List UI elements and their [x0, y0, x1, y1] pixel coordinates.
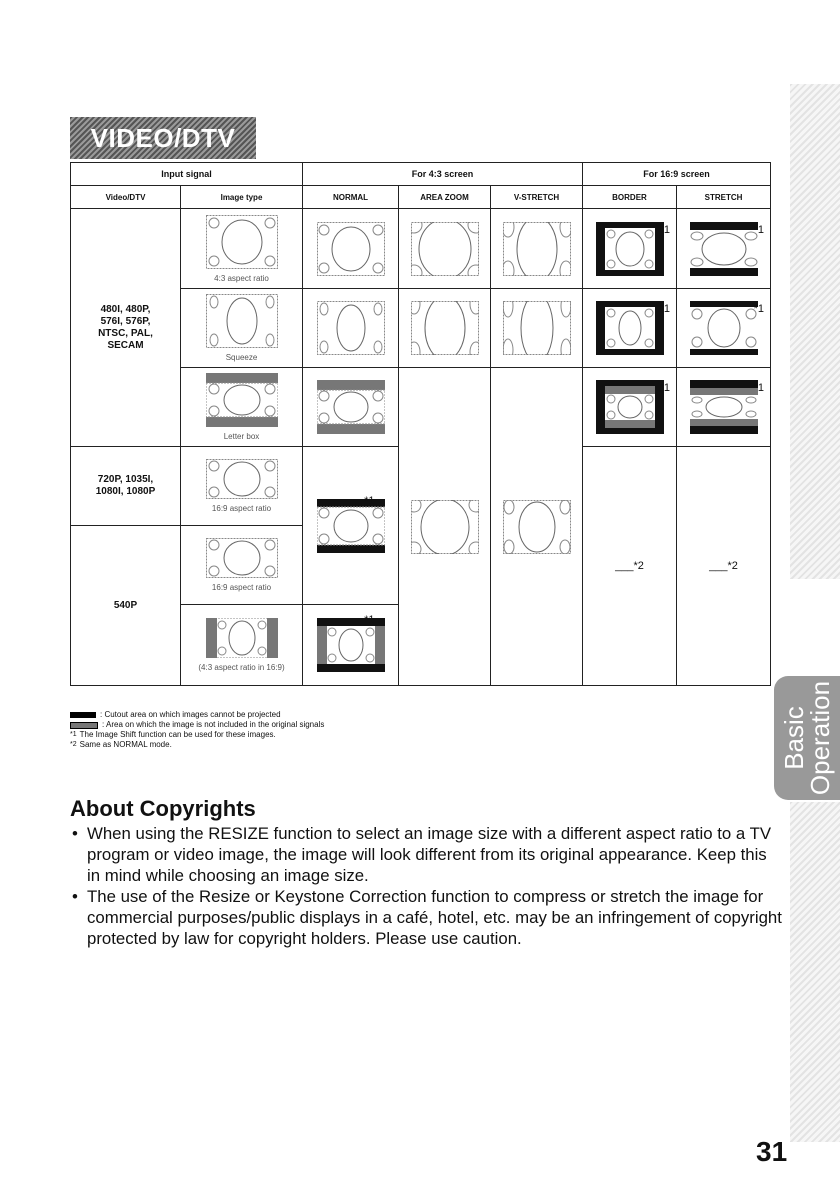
- imagetype-squeeze-cell: [181, 289, 303, 368]
- note2-star: *2: [633, 560, 644, 572]
- border-squeeze-icon: [596, 301, 664, 355]
- col-stretch: STRETCH: [677, 186, 771, 209]
- note1-star: *1: [659, 382, 670, 394]
- border-43-icon: [596, 222, 664, 276]
- legend-area: : Area on which the image is not included in the original signals: [102, 720, 325, 729]
- area-swatch: [70, 722, 98, 729]
- stretch-letterbox-icon: [690, 380, 758, 434]
- signal-label: 480I, 480P,: [100, 303, 151, 315]
- col-imagetype: Image type: [181, 186, 303, 209]
- header-for-169: For 16:9 screen: [583, 163, 771, 186]
- tab-line-1: Basic: [779, 706, 809, 770]
- copyrights-list: [70, 823, 782, 949]
- areazoom-squeeze-icon: [411, 301, 479, 355]
- border-squeeze-cell: [583, 289, 677, 368]
- legend-cutout: : Cutout area on which images cannot be projected: [100, 710, 281, 719]
- cutout-swatch: [70, 712, 96, 718]
- note1-star: *1: [753, 382, 765, 394]
- border-letterbox-cell: [583, 368, 677, 447]
- caption-169: 16:9 aspect ratio: [211, 504, 272, 513]
- normal-43-icon: [317, 222, 385, 276]
- vstretch-squeeze-cell: [491, 289, 583, 368]
- normal-squeeze-icon: [317, 301, 385, 355]
- image-squeeze-icon: [206, 294, 278, 350]
- border-letterbox-icon: [596, 380, 664, 434]
- copyright-bullet: • When using the RESIZE function to select an image size with a different aspect ratio to a TV program or video image, the image will look different from its original appearance. Keep this in mind while choosing an image size.: [70, 823, 782, 886]
- caption-169b: 16:9 aspect ratio: [211, 583, 272, 592]
- normal-wide-cell: [303, 447, 399, 605]
- tab-line-2: Operation: [805, 680, 835, 796]
- imagetype-169b-cell: [181, 526, 303, 605]
- stretch-squeeze-icon: [690, 301, 758, 355]
- stretch-43-icon: [690, 222, 758, 276]
- vstretch-squeeze-icon: [503, 301, 571, 355]
- signal-label: SECAM: [107, 339, 144, 351]
- signal-group-2: [71, 447, 181, 526]
- areazoom-wide-icon: [411, 500, 479, 554]
- stretch-43-cell: [677, 209, 771, 289]
- legend: [70, 710, 324, 750]
- note2-mark: *2: [70, 741, 77, 748]
- col-normal: NORMAL: [303, 186, 399, 209]
- caption-43in169: (4:3 aspect ratio in 16:9): [198, 663, 285, 672]
- normal-letterbox-icon: [317, 380, 385, 434]
- image-letterbox-icon: [206, 373, 278, 429]
- resize-table: [70, 162, 771, 686]
- vstretch-wide-cell: [491, 368, 583, 686]
- imagetype-169-cell: [181, 447, 303, 526]
- imagetype-43in169-cell: [181, 605, 303, 686]
- basic-operation-tab: [774, 676, 840, 800]
- note2-star: *2: [727, 560, 738, 572]
- caption-letterbox: Letter box: [223, 432, 260, 441]
- signal-group-3: [71, 526, 181, 686]
- normal-wide-icon: [317, 499, 385, 553]
- imagetype-letterbox-cell: [181, 368, 303, 447]
- note1-star: *1: [364, 494, 375, 507]
- stretch-wide-note: ___*2: [709, 560, 738, 572]
- normal-43in169-icon: [317, 618, 385, 672]
- note1-star: *1: [364, 614, 375, 626]
- border-wide-cell: [583, 447, 677, 686]
- signal-label: NTSC, PAL,: [98, 327, 153, 339]
- areazoom-43-cell: [399, 209, 491, 289]
- note1-mark: *1: [70, 731, 77, 738]
- normal-letterbox-cell: [303, 368, 399, 447]
- copyright-bullet: • The use of the Resize or Keystone Correction function to compress or stretch the image for commercial purposes/public displays in a café, hotel, etc. may be an infringement of copyright protected by law for copyright holders. Please use caution.: [70, 886, 782, 949]
- stretch-squeeze-cell: [677, 289, 771, 368]
- signal-label: 576I, 576P,: [100, 315, 151, 327]
- normal-43-cell: [303, 209, 399, 289]
- areazoom-squeeze-cell: [399, 289, 491, 368]
- signal-label: 540P: [113, 599, 138, 611]
- border-wide-note: ___*2: [615, 560, 644, 572]
- section-title: VIDEO/DTV: [70, 117, 256, 159]
- border-43-cell: [583, 209, 677, 289]
- legend-note1: The Image Shift function can be used for these images.: [79, 730, 276, 739]
- page-edge-pattern-top: [790, 84, 840, 579]
- caption-43: 4:3 aspect ratio: [214, 273, 269, 283]
- col-video: Video/DTV: [71, 186, 181, 209]
- signal-label: 720P, 1035I,: [97, 474, 154, 485]
- col-areazoom: AREA ZOOM: [399, 186, 491, 209]
- vstretch-wide-icon: [503, 500, 571, 554]
- note1-star: *1: [659, 303, 670, 315]
- vstretch-43-icon: [503, 222, 571, 276]
- legend-note2: Same as NORMAL mode.: [79, 740, 172, 749]
- image-169b-icon: [206, 538, 278, 580]
- areazoom-43-icon: [411, 222, 479, 276]
- note1-star: *1: [753, 303, 765, 315]
- image-43in169-icon: [206, 618, 278, 660]
- col-border: BORDER: [583, 186, 677, 209]
- signal-group-1: [71, 209, 181, 447]
- header-for-43: For 4:3 screen: [303, 163, 583, 186]
- caption-squeeze: Squeeze: [225, 353, 258, 362]
- vstretch-43-cell: [491, 209, 583, 289]
- stretch-wide-cell: [677, 447, 771, 686]
- imagetype-43-cell: [181, 209, 303, 289]
- note1-star: *1: [753, 223, 765, 236]
- normal-43in169-cell: [303, 605, 399, 686]
- image-43-icon: [206, 215, 278, 271]
- col-vstretch: V-STRETCH: [491, 186, 583, 209]
- areazoom-wide-cell: [399, 368, 491, 686]
- note1-star: *1: [659, 223, 670, 236]
- normal-squeeze-cell: [303, 289, 399, 368]
- stretch-letterbox-cell: [677, 368, 771, 447]
- copyrights-heading: About Copyrights: [70, 796, 256, 821]
- header-input-signal: Input signal: [71, 163, 303, 186]
- image-169-icon: [206, 459, 278, 501]
- page-edge-pattern-bottom: [790, 802, 840, 1142]
- signal-label: 1080I, 1080P: [95, 486, 156, 497]
- page-number: 31: [756, 1136, 788, 1167]
